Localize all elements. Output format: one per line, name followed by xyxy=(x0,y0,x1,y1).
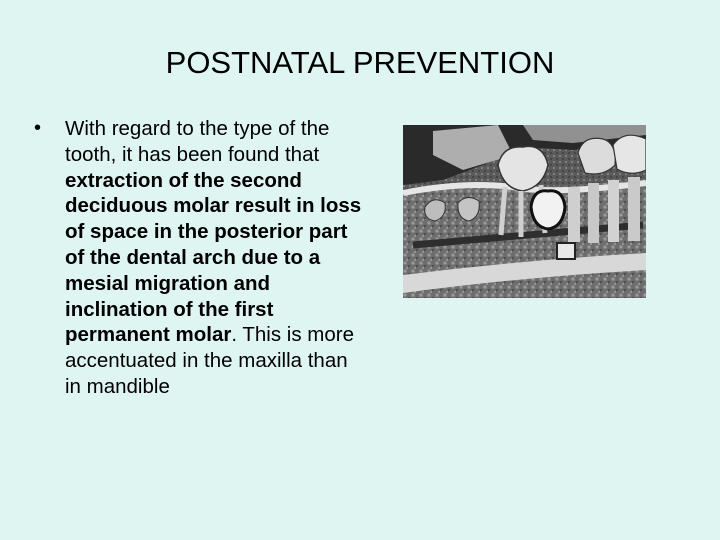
bullet-list xyxy=(34,116,364,400)
bullet-marker: • xyxy=(34,117,42,139)
deciduous-root-3 xyxy=(608,180,619,242)
premolar-crown-1 xyxy=(578,138,615,174)
dental-radiograph-image xyxy=(403,125,646,298)
dental-crypt xyxy=(557,243,575,259)
paragraph-text-emphasis: extraction of the second deciduous molar result in loss of space in the posterior part of the dental arch due to a mesial migration and inclination of the first permanent molar xyxy=(65,168,362,347)
dental-radiograph-drawing xyxy=(403,125,646,298)
developing-tooth-bud xyxy=(531,191,565,229)
paragraph-text-conclusion: . This is more accentuated in the maxilla than in mandible xyxy=(65,323,354,398)
premolar-crown-2 xyxy=(613,135,646,173)
bullet-paragraph xyxy=(65,116,364,400)
deciduous-root-4 xyxy=(628,177,640,241)
deciduous-root-2 xyxy=(588,183,599,243)
slide-title: POSTNATAL PREVENTION xyxy=(165,45,555,80)
deciduous-root-1 xyxy=(568,187,580,242)
paragraph-text-intro: With regard to the type of the tooth, it has been found that xyxy=(65,117,330,166)
